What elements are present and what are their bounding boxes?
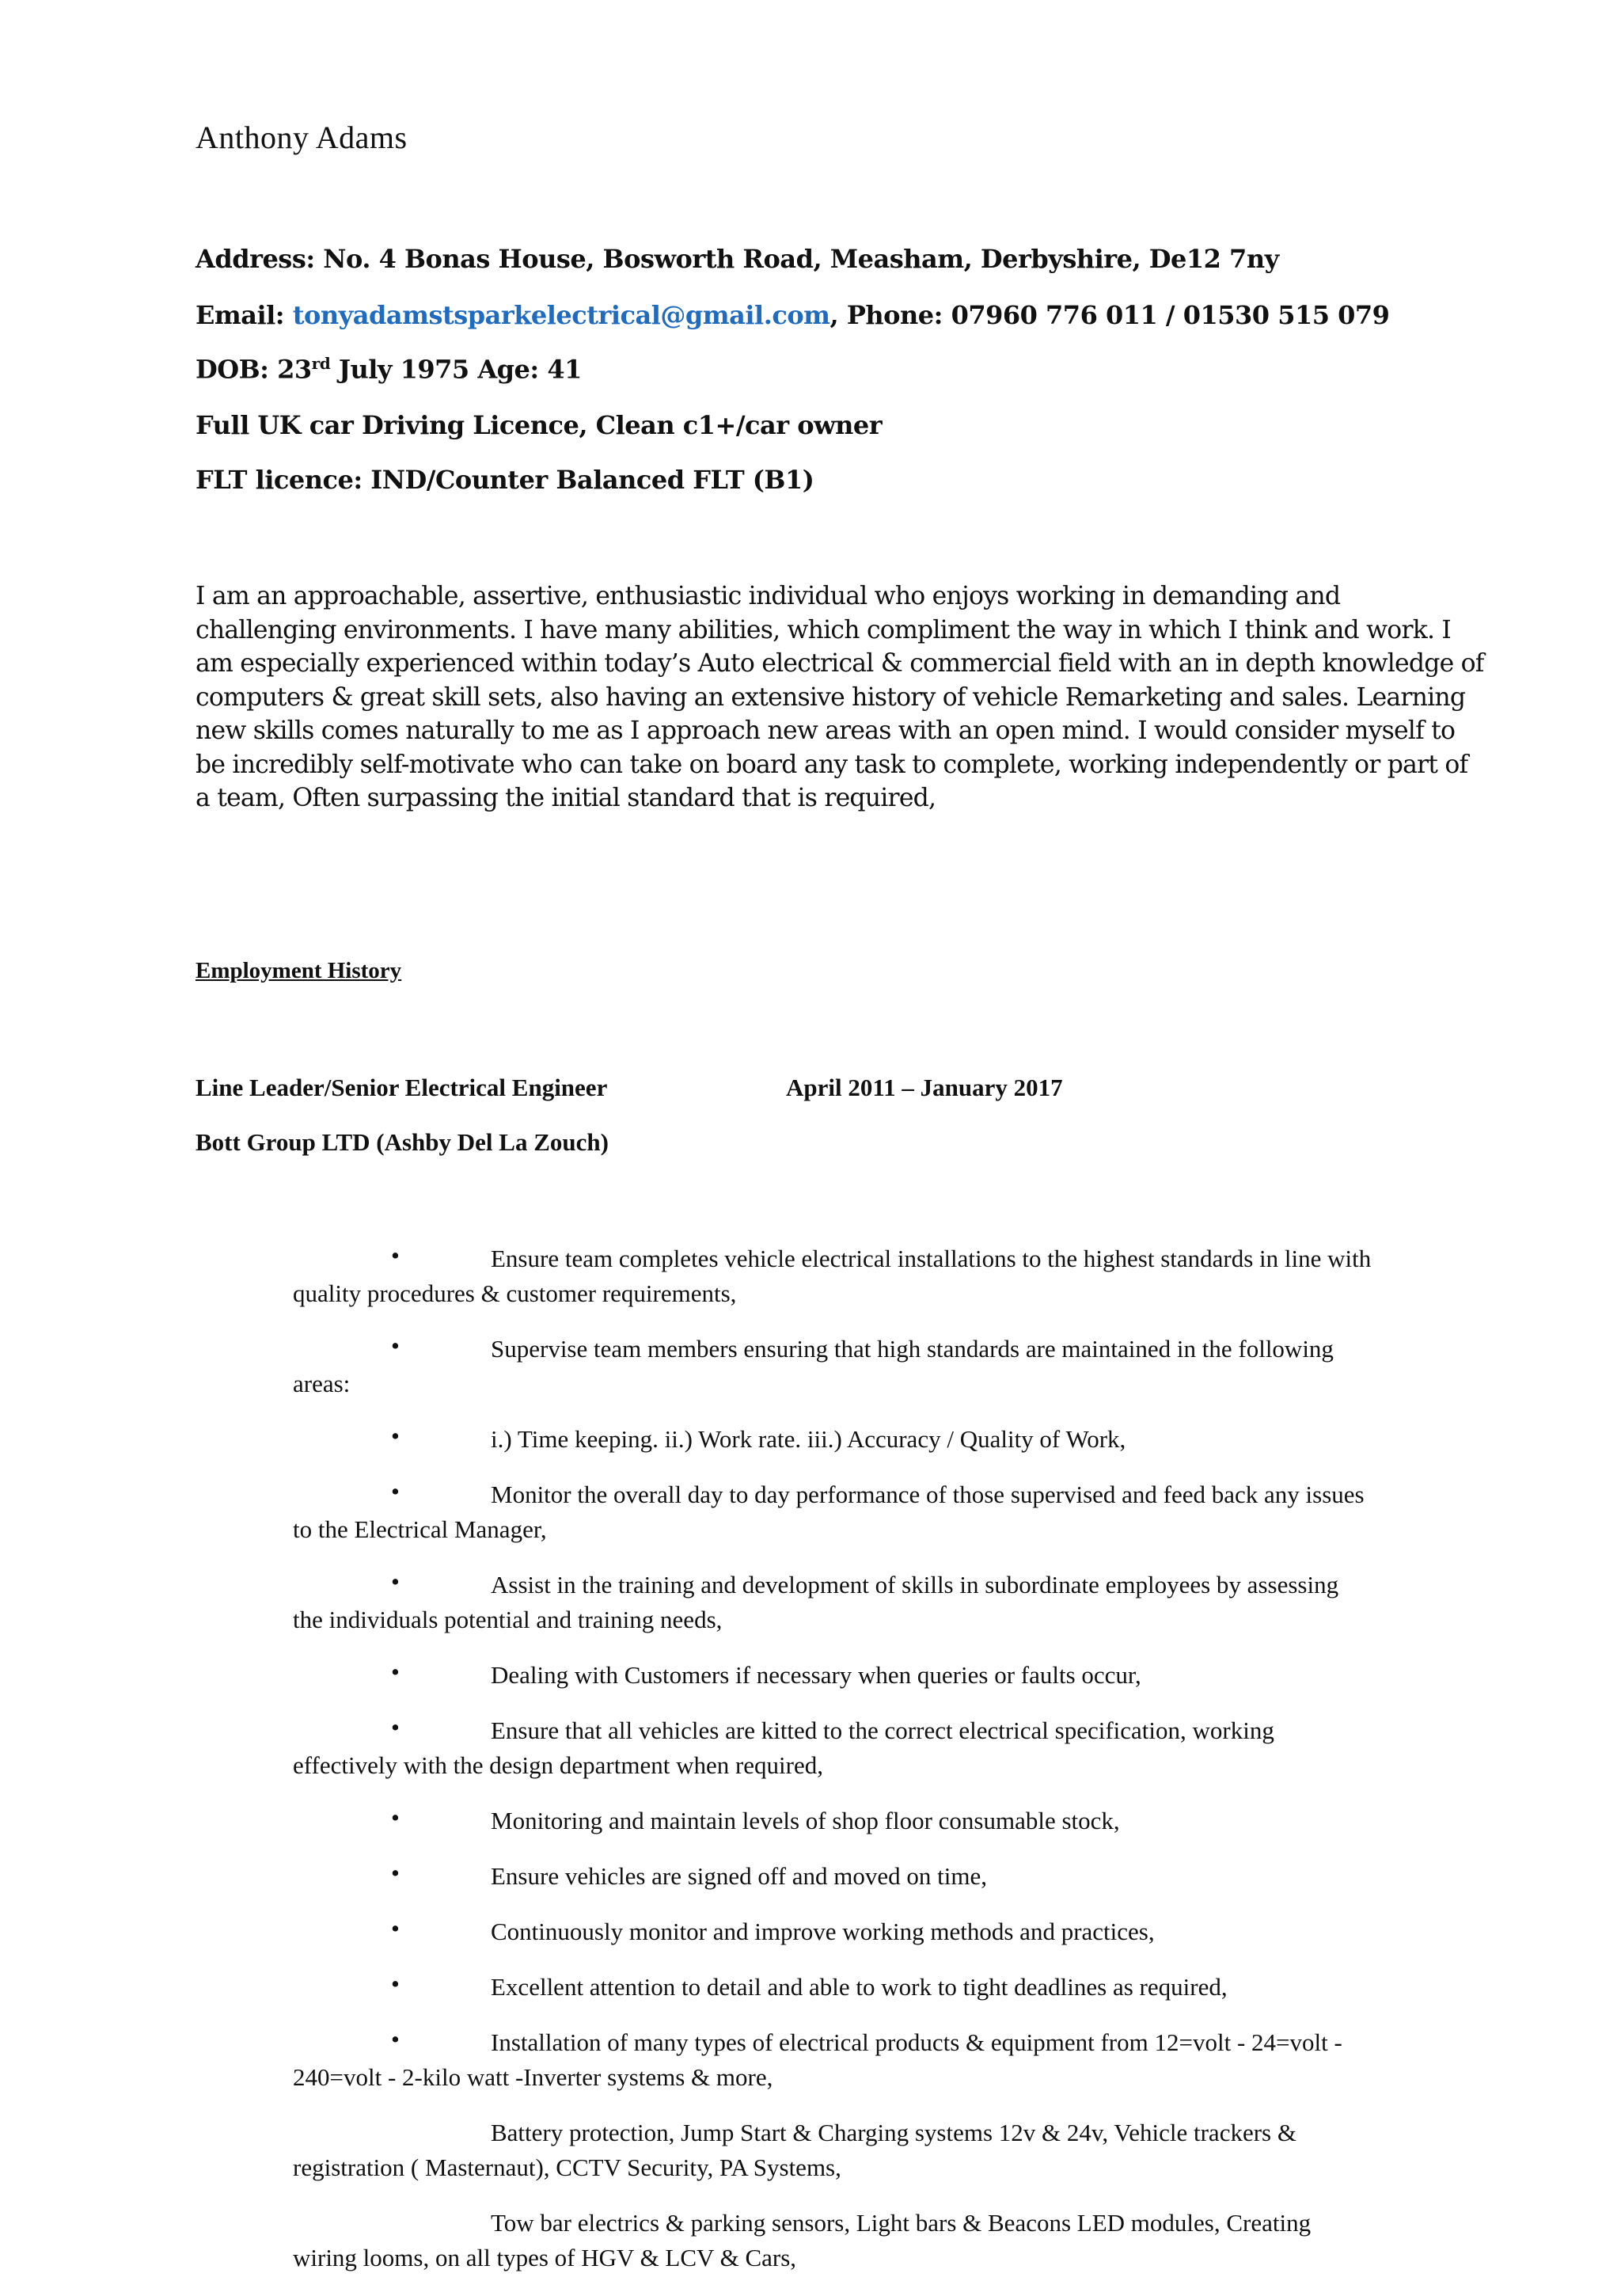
- duty-item: [293, 1241, 1488, 1332]
- phone-text: , Phone: 07960 776 011 / 01530 515 079: [829, 300, 1390, 330]
- profile-line: computers & great skill sets, also having an extensive history of vehicle Remarketing and sales. Learning: [196, 682, 1466, 712]
- duty-text: Ensure team completes vehicle electrical installations to the highest standards in line with: [491, 1245, 1372, 1272]
- duty-text-cont: wiring looms, on all types of HGV & LCV & Cars,: [293, 2244, 797, 2271]
- bullet-icon: •: [391, 1477, 400, 1505]
- dob-suffix: July 1975 Age: 41: [330, 354, 582, 385]
- bullet-icon: •: [391, 1422, 400, 1450]
- duty-text-cont: areas:: [293, 1370, 351, 1397]
- duty-item: [293, 1477, 1488, 1568]
- address-line: Address: No. 4 Bonas House, Bosworth Road, Measham, Derbyshire, De12 7ny: [196, 244, 1279, 274]
- duty-text-cont: the individuals potential and training needs,: [293, 1606, 723, 1633]
- dob-ordinal: rd: [311, 354, 331, 373]
- candidate-name: Anthony Adams: [196, 120, 408, 155]
- duty-item: [293, 1970, 1488, 2025]
- duties-list: [293, 1241, 1488, 2282]
- duty-item: [293, 1859, 1488, 1914]
- duty-item: [293, 2206, 1488, 2282]
- dob-prefix: DOB: 23: [196, 354, 312, 385]
- duty-text: Ensure vehicles are signed off and moved on time,: [491, 1862, 987, 1890]
- duty-text-cont: to the Electrical Manager,: [293, 1515, 547, 1543]
- job-title: Line Leader/Senior Electrical Engineer: [196, 1074, 608, 1101]
- job-dates: April 2011 – January 2017: [786, 1074, 1063, 1101]
- duty-item: [293, 1914, 1488, 1970]
- company-name: Bott Group LTD (Ashby Del La Zouch): [196, 1128, 609, 1156]
- driving-licence-line: Full UK car Driving Licence, Clean c1+/car owner: [196, 410, 883, 440]
- duty-text: Tow bar electrics & parking sensors, Light bars & Beacons LED modules, Creating: [491, 2209, 1312, 2237]
- personal-profile: [196, 580, 1486, 815]
- dob-line: [196, 354, 582, 385]
- duty-item: [293, 1713, 1488, 1804]
- duty-item: [293, 1658, 1488, 1713]
- duty-text: Dealing with Customers if necessary when queries or faults occur,: [491, 1661, 1141, 1689]
- email-label: Email:: [196, 300, 293, 330]
- duty-text: Monitoring and maintain levels of shop floor consumable stock,: [491, 1807, 1120, 1834]
- employment-history-heading: Employment History: [196, 958, 402, 983]
- duty-text: Continuously monitor and improve working methods and practices,: [491, 1918, 1155, 1945]
- flt-licence-line: FLT licence: IND/Counter Balanced FLT (B1): [196, 465, 814, 495]
- duty-text: Battery protection, Jump Start & Charging systems 12v & 24v, Vehicle trackers &: [491, 2119, 1296, 2146]
- duty-text-cont: effectively with the design department when required,: [293, 1751, 823, 1779]
- duty-text: Supervise team members ensuring that high standards are maintained in the following: [491, 1335, 1334, 1363]
- duty-text: Assist in the training and development of skills in subordinate employees by assessing: [491, 1571, 1339, 1598]
- duty-text: Ensure that all vehicles are kitted to the correct electrical specification, working: [491, 1716, 1274, 1744]
- email-phone-line: [196, 300, 1389, 330]
- bullet-icon: •: [391, 1241, 400, 1269]
- duty-item: [293, 1568, 1488, 1658]
- bullet-icon: •: [391, 2025, 400, 2053]
- bullet-icon: •: [391, 1859, 400, 1887]
- profile-line: challenging environments. I have many abilities, which compliment the way in which I think and work. I: [196, 615, 1452, 644]
- duty-text: Installation of many types of electrical products & equipment from 12=volt - 24=volt -: [491, 2028, 1342, 2056]
- bullet-icon: •: [391, 1332, 400, 1359]
- duty-text-cont: quality procedures & customer requirements,: [293, 1279, 737, 1307]
- profile-line: I am an approachable, assertive, enthusiastic individual who enjoys working in demanding and: [196, 582, 1341, 610]
- duty-text: Excellent attention to detail and able to work to tight deadlines as required,: [491, 1973, 1228, 2001]
- email-link[interactable]: tonyadamstsparkelectrical@gmail.com: [292, 300, 830, 330]
- duty-text: i.) Time keeping. ii.) Work rate. iii.) Accuracy / Quality of Work,: [491, 1425, 1126, 1453]
- duty-text-cont: registration ( Masternaut), CCTV Security, PA Systems,: [293, 2153, 841, 2181]
- duty-item: [293, 1332, 1488, 1422]
- duty-item: [293, 2025, 1488, 2115]
- duty-item: [293, 2115, 1488, 2206]
- bullet-icon: •: [391, 1658, 400, 1686]
- bullet-icon: •: [391, 1970, 400, 1998]
- bullet-icon: •: [391, 1914, 400, 1942]
- bullet-icon: •: [391, 1804, 400, 1831]
- bullet-icon: •: [391, 1568, 400, 1595]
- bullet-icon: •: [391, 1713, 400, 1741]
- profile-line: a team, Often surpassing the initial standard that is required,: [196, 784, 936, 812]
- duty-text: Monitor the overall day to day performance of those supervised and feed back any issues: [491, 1481, 1365, 1508]
- duty-text-cont: 240=volt - 2-kilo watt -Inverter systems & more,: [293, 2063, 773, 2091]
- duty-item: [293, 1804, 1488, 1859]
- duty-item: [293, 1422, 1488, 1477]
- profile-line: be incredibly self-motivate who can take on board any task to complete, working independently or part of: [196, 750, 1468, 779]
- profile-line: am especially experienced within today’s Auto electrical & commercial field with an in depth knowledge of: [196, 649, 1484, 678]
- profile-line: new skills comes naturally to me as I approach new areas with an open mind. I would consider myself to: [196, 717, 1456, 745]
